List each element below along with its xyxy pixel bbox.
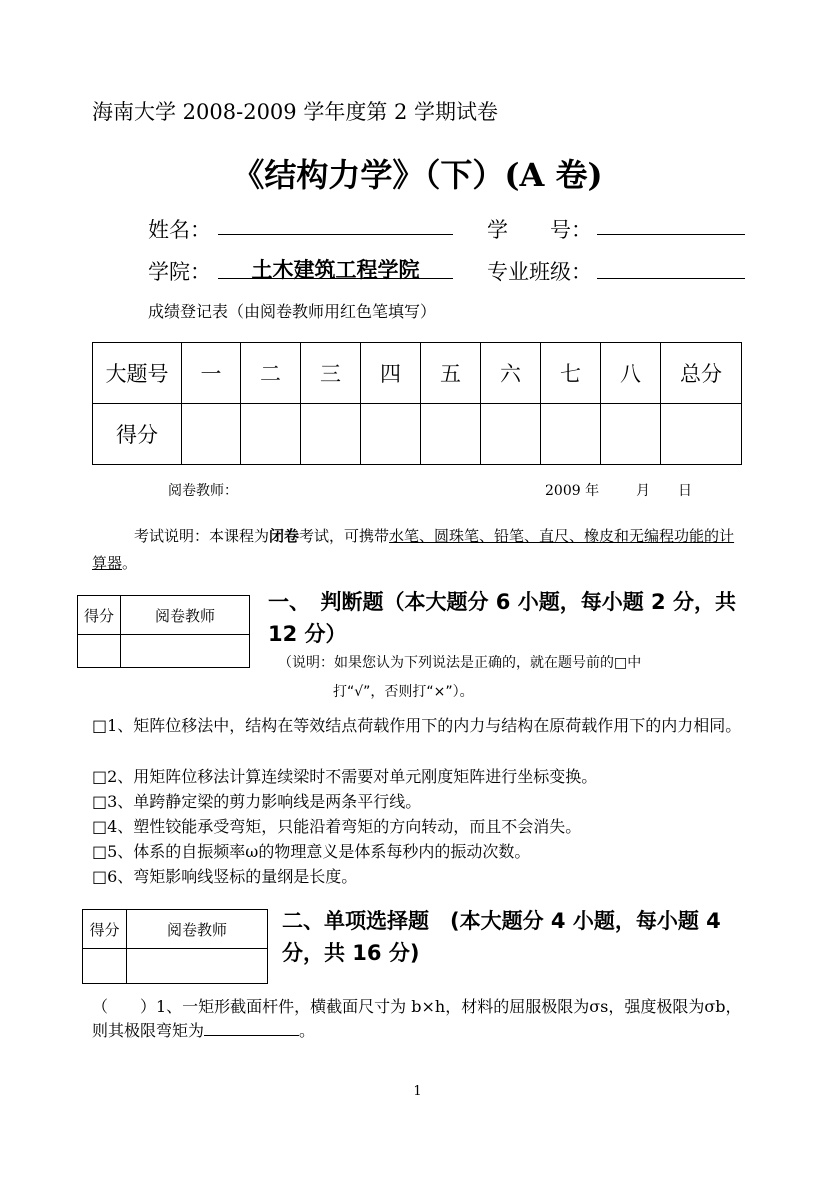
mini-teacher-cell[interactable] bbox=[127, 949, 268, 984]
mini-teacher-label: 阅卷教师 bbox=[127, 910, 268, 949]
mini-score-label: 得分 bbox=[78, 596, 121, 635]
instr-middle: 考试，可携带 bbox=[299, 527, 390, 545]
page-number: 1 bbox=[413, 1084, 422, 1099]
judge-question-5: □5、体系的自振频率ω的物理意义是体系每秒内的振动次数。 bbox=[92, 842, 531, 861]
sign-year: 2009 年 bbox=[545, 483, 600, 499]
score-cell[interactable] bbox=[661, 404, 742, 465]
score-header-cell: 七 bbox=[541, 343, 601, 404]
answer-blank[interactable] bbox=[204, 1019, 299, 1036]
mini-teacher-cell[interactable] bbox=[121, 635, 250, 668]
mini-score-label: 得分 bbox=[83, 910, 127, 949]
name-field[interactable] bbox=[218, 234, 453, 235]
choice-question-1-text: （ ）1、一矩形截面杆件，横截面尺寸为 b×h，材料的屈服极限为σs，强度极限为σb，则其极限弯矩为 bbox=[92, 997, 742, 1040]
mini-score-cell[interactable] bbox=[83, 949, 127, 984]
score-table-header-row bbox=[93, 343, 742, 404]
exam-instructions bbox=[92, 523, 747, 577]
teacher-label: 阅卷教师： bbox=[168, 483, 238, 499]
judge-question-1: □1、矩阵位移法中，结构在等效结点荷载作用下的内力与结构在原荷载作用下的内力相同。 bbox=[92, 716, 742, 735]
score-cell[interactable] bbox=[601, 404, 661, 465]
judge-question-4: □4、塑性铰能承受弯矩，只能沿着弯矩的方向转动，而且不会消失。 bbox=[92, 817, 582, 836]
class-label: 专业班级： bbox=[487, 260, 592, 284]
name-label: 姓名： bbox=[148, 218, 211, 242]
section1-title: 一、 判断题（本大题分 6 小题，每小题 2 分，共 12 分） bbox=[268, 590, 736, 646]
section2-grader-table bbox=[82, 909, 268, 984]
score-header-cell: 六 bbox=[481, 343, 541, 404]
score-table-score-row bbox=[93, 404, 742, 465]
section2-title: 二、单项选择题 (本大题分 4 小题，每小题 4 分，共 16 分) bbox=[282, 909, 721, 965]
instr-closed-book: 闭卷 bbox=[269, 527, 300, 545]
section1-note-1: （说明：如果您认为下列说法是正确的，就在题号前的□中 bbox=[278, 655, 642, 671]
score-note: 成绩登记表（由阅卷教师用红色笔填写） bbox=[148, 302, 437, 321]
section1-grader-table bbox=[77, 595, 250, 668]
score-cell[interactable] bbox=[421, 404, 481, 465]
score-header-cell: 二 bbox=[241, 343, 301, 404]
score-header-cell: 三 bbox=[301, 343, 361, 404]
score-table bbox=[92, 342, 742, 465]
student-id-label: 学 号： bbox=[487, 218, 592, 242]
score-header-cell: 大题号 bbox=[93, 343, 182, 404]
judge-question-6: □6、弯矩影响线竖标的量纲是长度。 bbox=[92, 867, 358, 886]
instr-prefix: 考试说明：本课程为 bbox=[134, 527, 270, 545]
score-cell[interactable] bbox=[361, 404, 421, 465]
score-header-cell: 八 bbox=[601, 343, 661, 404]
mini-score-cell[interactable] bbox=[78, 635, 121, 668]
score-cell[interactable] bbox=[541, 404, 601, 465]
section1-note-2: 打“√”，否则打“×”）。 bbox=[333, 684, 474, 700]
choice-question-1-end: 。 bbox=[299, 1021, 316, 1040]
score-cell[interactable] bbox=[301, 404, 361, 465]
instr-allowed-items: 水笔、圆珠笔、铅笔、直尺、橡皮和无编程功能的计算器 bbox=[92, 527, 735, 572]
college-value: 土木建筑工程学院 bbox=[251, 257, 420, 282]
score-header-cell: 四 bbox=[361, 343, 421, 404]
student-id-field[interactable] bbox=[597, 234, 745, 235]
judge-question-3: □3、单跨静定梁的剪力影响线是两条平行线。 bbox=[92, 792, 422, 811]
college-label: 学院： bbox=[148, 260, 211, 284]
exam-title: 《结构力学》（下）(A 卷) bbox=[232, 156, 603, 194]
class-field[interactable] bbox=[597, 278, 745, 279]
score-row-label: 得分 bbox=[93, 404, 182, 465]
sign-day: 日 bbox=[678, 483, 692, 499]
score-header-cell: 五 bbox=[421, 343, 481, 404]
score-header-cell: 总分 bbox=[661, 343, 742, 404]
score-cell[interactable] bbox=[182, 404, 241, 465]
mini-teacher-label: 阅卷教师 bbox=[121, 596, 250, 635]
score-cell[interactable] bbox=[481, 404, 541, 465]
exam-header: 海南大学 2008-2009 学年度第 2 学期试卷 bbox=[92, 100, 499, 124]
choice-question-1 bbox=[92, 995, 752, 1043]
score-cell[interactable] bbox=[241, 404, 301, 465]
score-header-cell: 一 bbox=[182, 343, 241, 404]
judge-question-2: □2、用矩阵位移法计算连续梁时不需要对单元刚度矩阵进行坐标变换。 bbox=[92, 767, 598, 786]
instr-suffix: 。 bbox=[122, 554, 138, 572]
sign-month: 月 bbox=[636, 483, 650, 499]
